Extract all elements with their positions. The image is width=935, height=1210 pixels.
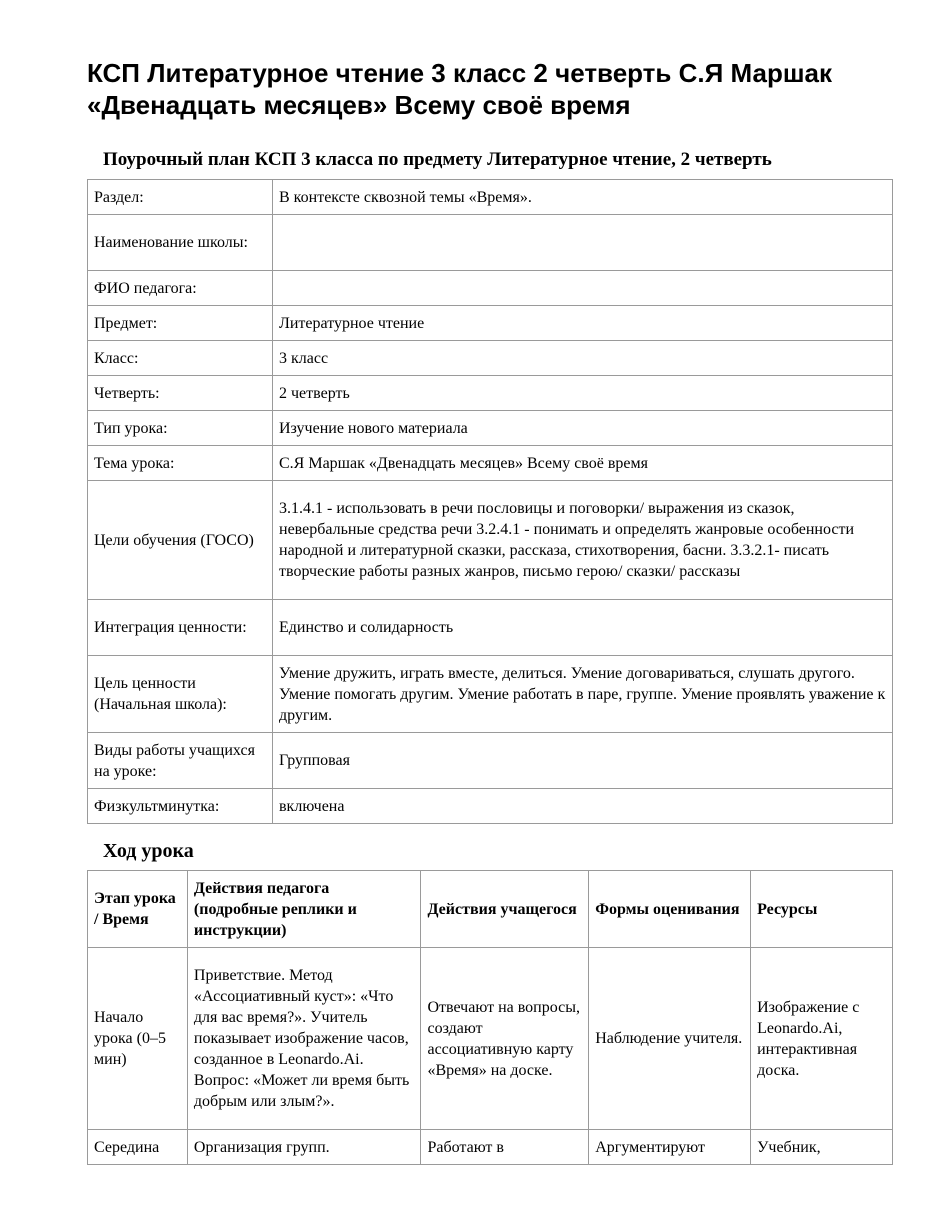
info-key-work-types: Виды работы учащихся на уроке: <box>88 733 273 789</box>
info-value-school <box>273 215 893 271</box>
info-key-exercise: Физкультминутка: <box>88 789 273 824</box>
table-row <box>88 446 893 481</box>
table-row <box>88 1130 893 1165</box>
step-teacher-actions: Организация групп. <box>187 1130 421 1165</box>
table-row <box>88 215 893 271</box>
info-key-school: Наименование школы: <box>88 215 273 271</box>
step-teacher-actions: Приветствие. Метод «Ассоциативный куст»: «Что для вас время?». Учитель показывает изображение часов, созданное в Leonardo.Ai. Вопрос: «Может ли время быть добрым или злым?». <box>187 948 421 1130</box>
step-resources: Учебник, <box>751 1130 893 1165</box>
info-value-values: Единство и солидарность <box>273 600 893 656</box>
table-row <box>88 656 893 733</box>
step-stage: Начало урока (0–5 мин) <box>88 948 188 1130</box>
table-row <box>88 481 893 600</box>
info-value-exercise: включена <box>273 789 893 824</box>
header-student-actions: Действия учащегося <box>421 871 589 948</box>
info-value-topic: С.Я Маршак «Двенадцать месяцев» Всему своё время <box>273 446 893 481</box>
header-assessment: Формы оценивания <box>589 871 751 948</box>
table-row <box>88 948 893 1130</box>
info-key-teacher: ФИО педагога: <box>88 271 273 306</box>
info-key-value-goal: Цель ценности (Начальная школа): <box>88 656 273 733</box>
info-value-work-types: Групповая <box>273 733 893 789</box>
info-value-teacher <box>273 271 893 306</box>
table-row <box>88 271 893 306</box>
table-row <box>88 411 893 446</box>
plan-title: Поурочный план КСП 3 класса по предмету Литературное чтение, 2 четверть <box>103 149 772 170</box>
info-value-goals: 3.1.4.1 - использовать в речи пословицы и поговорки/ выражения из сказок, невербальные средства речи 3.2.4.1 - понимать и определять жанровые особенности народной и литературной сказки, рассказа, стихотворения, басни. 3.3.2.1- писать творческие работы разных жанров, письмо герою/ сказки/ рассказы <box>273 481 893 600</box>
info-value-value-goal: Умение дружить, играть вместе, делиться. Умение договариваться, слушать другого. Умение помогать другим. Умение работать в паре, группе. Умение проявлять уважение к другим. <box>273 656 893 733</box>
table-row <box>88 789 893 824</box>
step-assessment: Наблюдение учителя. <box>589 948 751 1130</box>
header-teacher-actions: Действия педагога (подробные реплики и инструкции) <box>187 871 421 948</box>
info-value-grade: 3 класс <box>273 341 893 376</box>
info-key-subject: Предмет: <box>88 306 273 341</box>
table-row <box>88 376 893 411</box>
info-key-topic: Тема урока: <box>88 446 273 481</box>
lesson-steps-table <box>87 870 893 1165</box>
info-value-subject: Литературное чтение <box>273 306 893 341</box>
step-student-actions: Работают в <box>421 1130 589 1165</box>
header-resources: Ресурсы <box>751 871 893 948</box>
step-stage: Середина <box>88 1130 188 1165</box>
info-key-grade: Класс: <box>88 341 273 376</box>
step-assessment: Аргументируют <box>589 1130 751 1165</box>
lesson-info-table <box>87 179 893 824</box>
info-value-section: В контексте сквозной темы «Время». <box>273 180 893 215</box>
info-value-quarter: 2 четверть <box>273 376 893 411</box>
table-row <box>88 306 893 341</box>
step-student-actions: Отвечают на вопросы, создают ассоциативную карту «Время» на доске. <box>421 948 589 1130</box>
table-row <box>88 600 893 656</box>
document-title: КСП Литературное чтение 3 класс 2 четверть С.Я Маршак «Двенадцать месяцев» Всему своё время <box>87 58 832 120</box>
info-key-values: Интеграция ценности: <box>88 600 273 656</box>
table-header-row <box>88 871 893 948</box>
info-key-section: Раздел: <box>88 180 273 215</box>
lesson-progress-title: Ход урока <box>103 840 194 862</box>
table-row <box>88 733 893 789</box>
table-row <box>88 341 893 376</box>
header-stage: Этап урока / Время <box>88 871 188 948</box>
info-key-lesson-type: Тип урока: <box>88 411 273 446</box>
info-value-lesson-type: Изучение нового материала <box>273 411 893 446</box>
info-key-goals: Цели обучения (ГОСО) <box>88 481 273 600</box>
info-key-quarter: Четверть: <box>88 376 273 411</box>
table-row <box>88 180 893 215</box>
step-resources: Изображение с Leonardo.Ai, интерактивная доска. <box>751 948 893 1130</box>
